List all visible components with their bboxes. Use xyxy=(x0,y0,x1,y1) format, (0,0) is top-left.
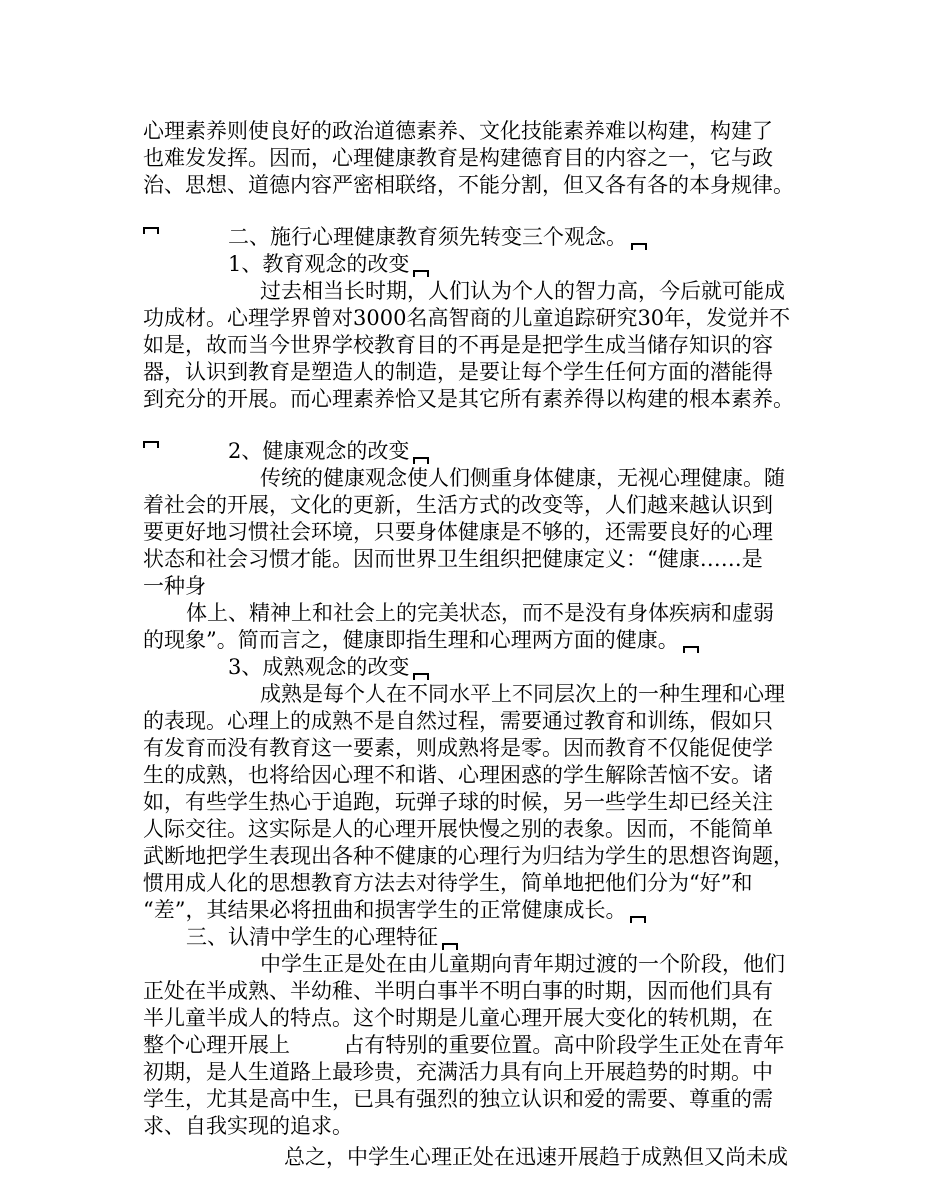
section-heading: 二、施行心理健康教育须先转变三个观念。 xyxy=(228,224,647,250)
subheading: 1、教育观念的改变 xyxy=(228,251,429,277)
text-line: 的表现。心理上的成熟不是自然过程，需要通过教育和训练，假如只 xyxy=(143,709,773,733)
text-line: 功成材。心理学界曾对3000名高智商的儿童追踪研究30年，发觉并不 xyxy=(143,306,791,330)
paragraph-mark-icon xyxy=(143,422,159,448)
text-line: 成熟是每个人在不同水平上不同层次上的一种生理和心理 xyxy=(260,682,785,706)
text-line: 整个心理开展上 占有特别的重要位置。高中阶段学生正处在青年 xyxy=(143,1033,785,1057)
text-line: 惯用成人化的思想教育方法去对待学生，简单地把他们分为“好”和 xyxy=(143,871,753,895)
text-line: 器，认识到教育是塑造人的制造，是要让每个学生任何方面的潜能得 xyxy=(143,360,773,384)
text-line: 正处在半成熟、半幼稚、半明白事半不明白事的时期，因而他们具有 xyxy=(143,979,773,1003)
text-line: 要更好地习惯社会环境，只要身体健康是不够的，还需要良好的心理 xyxy=(143,520,773,544)
paragraph-mark-icon xyxy=(413,457,429,464)
paragraph-mark-icon xyxy=(143,208,159,234)
text-line: 中学生正是处在由儿童期向青年期过渡的一个阶段，他们 xyxy=(260,952,785,976)
text-line: 传统的健康观念使人们侧重身体健康，无视心理健康。随 xyxy=(260,466,785,490)
text-line: 武断地把学生表现出各种不健康的心理行为归结为学生的思想咨询题， xyxy=(143,844,794,868)
text-line: 如，有些学生热心于追跑，玩弹子球的时候，另一些学生却已经关注 xyxy=(143,790,773,814)
text-line: 总之，中学生心理正处在迅速开展趋于成熟但又尚未成 xyxy=(284,1145,788,1169)
text-line: 如是，故而当今世界学校教育目的不再是是把学生成当储存知识的容 xyxy=(143,333,773,357)
section-heading: 三、认清中学生的心理特征 xyxy=(186,924,458,950)
text-line: 生的成熟，也将给因心理不和谐、心理困惑的学生解除苦恼不安。诸 xyxy=(143,763,773,787)
text-line: 到充分的开展。而心理素养恰又是其它所有素养得以构建的根本素养。 xyxy=(143,387,794,411)
text-line: 学生，尤其是高中生，已具有强烈的独立认识和爱的需要、尊重的需 xyxy=(143,1087,773,1111)
text-line: 一种身 xyxy=(143,574,206,598)
text-line: 有发育而没有教育这一要素，则成熟将是零。因而教育不仅能促使学 xyxy=(143,736,773,760)
text-line: 治、思想、道德内容严密相联络，不能分割，但又各有各的本身规律。 xyxy=(143,173,794,197)
paragraph-mark-icon xyxy=(631,243,647,250)
text-line: 过去相当长时期，人们认为个人的智力高，今后就可能成 xyxy=(260,279,785,303)
text-line: 也难发发挥。因而，心理健康教育是构建德育目的内容之一，它与政 xyxy=(143,146,773,170)
paragraph-mark-icon xyxy=(442,943,458,950)
subheading: 3、成熟观念的改变 xyxy=(228,654,429,680)
text-line: “差”，其结果必将扭曲和损害学生的正常健康成长。 xyxy=(143,897,646,923)
text-line: 求、自我实现的追求。 xyxy=(143,1114,353,1138)
subheading: 2、健康观念的改变 xyxy=(228,438,429,464)
text-line: 状态和社会习惯才能。因而世界卫生组织把健康定义：“健康……是 xyxy=(143,547,763,571)
text-line: 心理素养则使良好的政治道德素养、文化技能素养难以构建，构建了 xyxy=(143,119,773,143)
text-line: 人际交往。这实际是人的心理开展快慢之别的表象。因而，不能简单 xyxy=(143,817,773,841)
paragraph-mark-icon xyxy=(683,646,699,653)
text-line: 初期，是人生道路上最珍贵，充满活力具有向上开展趋势的时期。中 xyxy=(143,1060,773,1084)
paragraph-mark-icon xyxy=(413,270,429,277)
paragraph-mark-icon xyxy=(413,673,429,680)
text-line: 的现象”。简而言之，健康即指生理和心理两方面的健康。 xyxy=(143,627,699,653)
text-line: 半儿童半成人的特点。这个时期是儿童心理开展大变化的转机期，在 xyxy=(143,1006,773,1030)
text-line: 体上、精神上和社会上的完美状态，而不是没有身体疾病和虚弱 xyxy=(186,601,774,625)
paragraph-mark-icon xyxy=(630,916,646,923)
text-line: 着社会的开展，文化的更新，生活方式的改变等，人们越来越认识到 xyxy=(143,493,773,517)
